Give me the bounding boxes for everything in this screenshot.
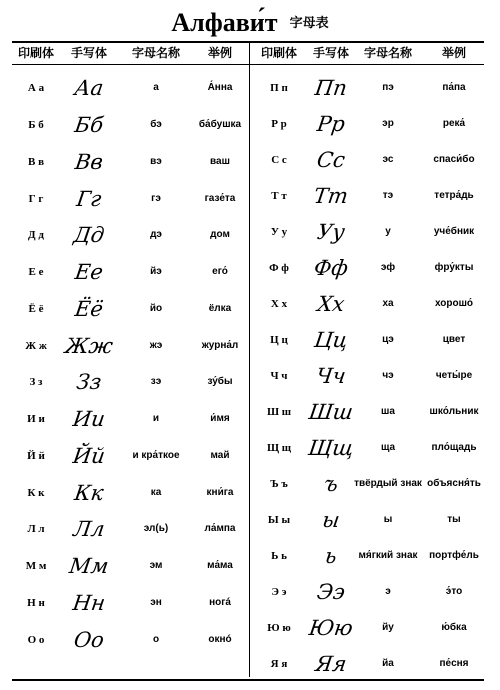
example-word: тетра́дь xyxy=(434,190,474,201)
script-letter: Сс xyxy=(315,148,347,172)
header-example-left: 举例 xyxy=(207,46,232,60)
print-letter: Ж ж xyxy=(25,340,47,352)
header-print-left: 印刷体 xyxy=(17,46,54,60)
script-letter: Чч xyxy=(314,364,348,388)
script-letter: Хх xyxy=(315,292,347,316)
script-letter: Рр xyxy=(315,112,347,136)
script-letter: Уу xyxy=(315,220,347,244)
letter-name: цэ xyxy=(382,334,394,345)
table-row xyxy=(0,71,250,105)
letter-name: эр xyxy=(382,118,394,129)
script-letter: Пп xyxy=(313,76,349,100)
example-word: пло́щадь xyxy=(431,442,477,453)
letter-name: жэ xyxy=(149,340,163,351)
table-row xyxy=(250,71,486,105)
table-row xyxy=(0,218,250,252)
letter-name: мя́гкий знак xyxy=(358,550,418,561)
example-word: уче́бник xyxy=(433,226,475,237)
example-word: река́ xyxy=(442,118,466,129)
letter-name: йэ xyxy=(150,266,162,277)
header-script-right: 手写体 xyxy=(312,46,349,60)
script-letter: Яя xyxy=(313,652,349,676)
print-letter: Г г xyxy=(28,193,44,205)
letter-name: зэ xyxy=(150,376,162,387)
print-letter: С с xyxy=(271,154,287,166)
script-letter: ь xyxy=(323,544,339,568)
table-row xyxy=(250,575,486,609)
example-word: ю́бка xyxy=(441,622,467,633)
script-letter: ы xyxy=(320,508,342,532)
letter-name: эф xyxy=(380,262,396,273)
script-letter: Ее xyxy=(73,260,105,284)
letter-name: пэ xyxy=(382,82,394,93)
script-letter: Ии xyxy=(71,407,107,431)
letter-name: и кра́ткое xyxy=(132,450,180,461)
table-row xyxy=(250,611,486,645)
script-letter: Йй xyxy=(71,444,107,468)
header-name-left: 字母名称 xyxy=(131,46,180,60)
letter-name: вэ xyxy=(150,156,162,167)
example-word: май xyxy=(210,450,230,461)
print-letter: П п xyxy=(270,82,288,94)
print-letter: Ю ю xyxy=(267,622,291,634)
example-word: портфе́ль xyxy=(429,550,479,561)
print-letter: Ц ц xyxy=(270,334,288,346)
example-word: ёлка xyxy=(208,303,232,314)
example-word: ногá xyxy=(209,597,231,608)
print-letter: Н н xyxy=(27,597,45,609)
example-word: па́па xyxy=(442,82,466,93)
header-print-right: 印刷体 xyxy=(260,46,297,60)
script-letter: Вв xyxy=(73,150,105,174)
letter-name: эс xyxy=(382,154,394,165)
table-row xyxy=(0,182,250,216)
letter-name: твёрдый знак xyxy=(354,478,422,489)
example-word: фру́кты xyxy=(434,262,474,273)
example-word: А́нна xyxy=(207,82,233,93)
print-letter: Б б xyxy=(28,119,44,131)
table-row xyxy=(250,359,486,393)
letter-name: йа xyxy=(382,658,394,669)
example-word: журна́л xyxy=(201,340,239,351)
letter-name: гэ xyxy=(151,193,161,204)
script-letter: ъ xyxy=(322,472,340,496)
script-letter: Нн xyxy=(71,591,107,615)
title-chinese: 字母表 xyxy=(289,16,329,31)
letter-name: йу xyxy=(382,622,394,633)
table-row xyxy=(0,623,250,657)
table-row xyxy=(0,292,250,326)
print-letter: Л л xyxy=(27,523,45,535)
print-letter: Ч ч xyxy=(270,370,288,382)
print-letter: А а xyxy=(27,82,45,94)
example-word: его́ xyxy=(212,266,228,277)
script-letter: Мм xyxy=(67,554,111,578)
print-letter: Ы ы xyxy=(267,514,291,526)
print-letter: Е е xyxy=(28,266,44,278)
table-row xyxy=(250,395,486,429)
table-row xyxy=(250,179,486,213)
script-letter: Цц xyxy=(312,328,350,352)
script-letter: Оо xyxy=(72,628,106,652)
example-word: газе́та xyxy=(204,193,236,204)
table-row xyxy=(250,215,486,249)
example-word: ма́ма xyxy=(207,560,233,571)
example-word: э́то xyxy=(445,586,463,597)
print-letter: З з xyxy=(29,376,43,388)
letter-name: ша xyxy=(381,406,395,417)
header-name-right: 字母名称 xyxy=(363,46,412,60)
letter-name: ы xyxy=(383,514,393,525)
print-letter: Ё ё xyxy=(28,303,44,315)
print-letter: Щ щ xyxy=(266,442,292,454)
table-row xyxy=(250,503,486,537)
table-row xyxy=(0,439,250,473)
table-row xyxy=(250,647,486,681)
example-word: хорошо́ xyxy=(434,298,474,309)
table-row xyxy=(250,431,486,465)
script-letter: Кк xyxy=(72,481,106,505)
table-row xyxy=(250,251,486,285)
print-letter: Т т xyxy=(271,190,287,202)
print-letter: Ф ф xyxy=(269,262,289,274)
letter-name: о xyxy=(152,634,160,645)
letter-name: эл(ь) xyxy=(143,523,169,534)
letter-name: тэ xyxy=(382,190,394,201)
letter-name: ка xyxy=(150,487,162,498)
header-divider xyxy=(12,64,484,65)
table-row xyxy=(0,145,250,179)
header-script-left: 手写体 xyxy=(70,46,107,60)
example-word: цвет xyxy=(442,334,466,345)
page-title xyxy=(0,8,500,36)
example-word: спаси́бо xyxy=(433,154,475,165)
letter-name: бэ xyxy=(150,119,162,130)
example-word: ла́мпа xyxy=(204,523,236,534)
table-row xyxy=(250,539,486,573)
script-letter: Гг xyxy=(75,187,103,211)
script-letter: Ёё xyxy=(73,297,105,321)
table-row xyxy=(250,143,486,177)
print-letter: Ш ш xyxy=(266,406,292,418)
letter-name: дэ xyxy=(150,229,162,240)
print-letter: В в xyxy=(27,156,45,168)
print-letter: О о xyxy=(27,634,45,646)
print-letter: Я я xyxy=(270,658,288,670)
script-letter: Лл xyxy=(71,517,107,541)
script-letter: Жж xyxy=(63,334,115,358)
table-row xyxy=(0,476,250,510)
letter-name: ха xyxy=(382,298,394,309)
example-word: пе́сня xyxy=(439,658,469,669)
script-letter: Дд xyxy=(72,223,106,247)
letter-name: ща xyxy=(380,442,396,453)
example-word: дом xyxy=(210,229,230,240)
example-word: ты xyxy=(447,514,461,525)
table-row xyxy=(250,467,486,501)
print-letter: Ь ь xyxy=(271,550,287,562)
print-letter: Ъ ъ xyxy=(270,478,288,490)
print-letter: Р р xyxy=(271,118,287,130)
print-letter: Й й xyxy=(27,450,45,462)
letter-name: э xyxy=(385,586,391,597)
example-word: ба́бушка xyxy=(198,119,242,130)
example-word: зу́бы xyxy=(207,376,233,387)
table-row xyxy=(0,108,250,142)
script-letter: Зз xyxy=(75,370,103,394)
example-word: шко́льник xyxy=(429,406,479,417)
print-letter: К к xyxy=(27,487,45,499)
script-letter: Фф xyxy=(312,256,350,280)
print-letter: И и xyxy=(27,413,45,425)
letter-name: эн xyxy=(150,597,162,608)
print-letter: Д д xyxy=(28,229,44,241)
letter-name: и xyxy=(152,413,160,424)
script-letter: Тт xyxy=(312,184,350,208)
script-letter: Шш xyxy=(307,400,355,424)
table-row xyxy=(0,402,250,436)
table-row xyxy=(0,512,250,546)
example-word: и́мя xyxy=(210,413,230,424)
letter-name: а xyxy=(153,82,159,93)
table-row xyxy=(0,365,250,399)
table-row xyxy=(0,329,250,363)
letter-name: чэ xyxy=(382,370,394,381)
print-letter: Э э xyxy=(271,586,287,598)
script-letter: Ээ xyxy=(315,580,347,604)
title-russian: Алфави́т xyxy=(171,8,278,37)
script-letter: Бб xyxy=(73,113,105,137)
table-row xyxy=(0,255,250,289)
table-row xyxy=(250,107,486,141)
print-letter: У у xyxy=(270,226,288,238)
table-row xyxy=(0,586,250,620)
table-row xyxy=(250,323,486,357)
print-letter: Х х xyxy=(270,298,288,310)
script-letter: Аа xyxy=(73,76,105,100)
table-row xyxy=(250,287,486,321)
header-example-right: 举例 xyxy=(441,46,466,60)
example-word: кни́га xyxy=(206,487,234,498)
table-row xyxy=(0,549,250,583)
script-letter: Щщ xyxy=(306,436,356,460)
script-letter: Юю xyxy=(307,616,355,640)
example-word: объясня́ть xyxy=(427,478,481,489)
example-word: окнó xyxy=(208,634,232,645)
letter-name: йо xyxy=(149,303,163,314)
letter-name: у xyxy=(385,226,391,237)
example-word: ваш xyxy=(210,156,230,167)
letter-name: эм xyxy=(149,560,163,571)
example-word: четы́ре xyxy=(435,370,473,381)
print-letter: М м xyxy=(25,560,47,572)
